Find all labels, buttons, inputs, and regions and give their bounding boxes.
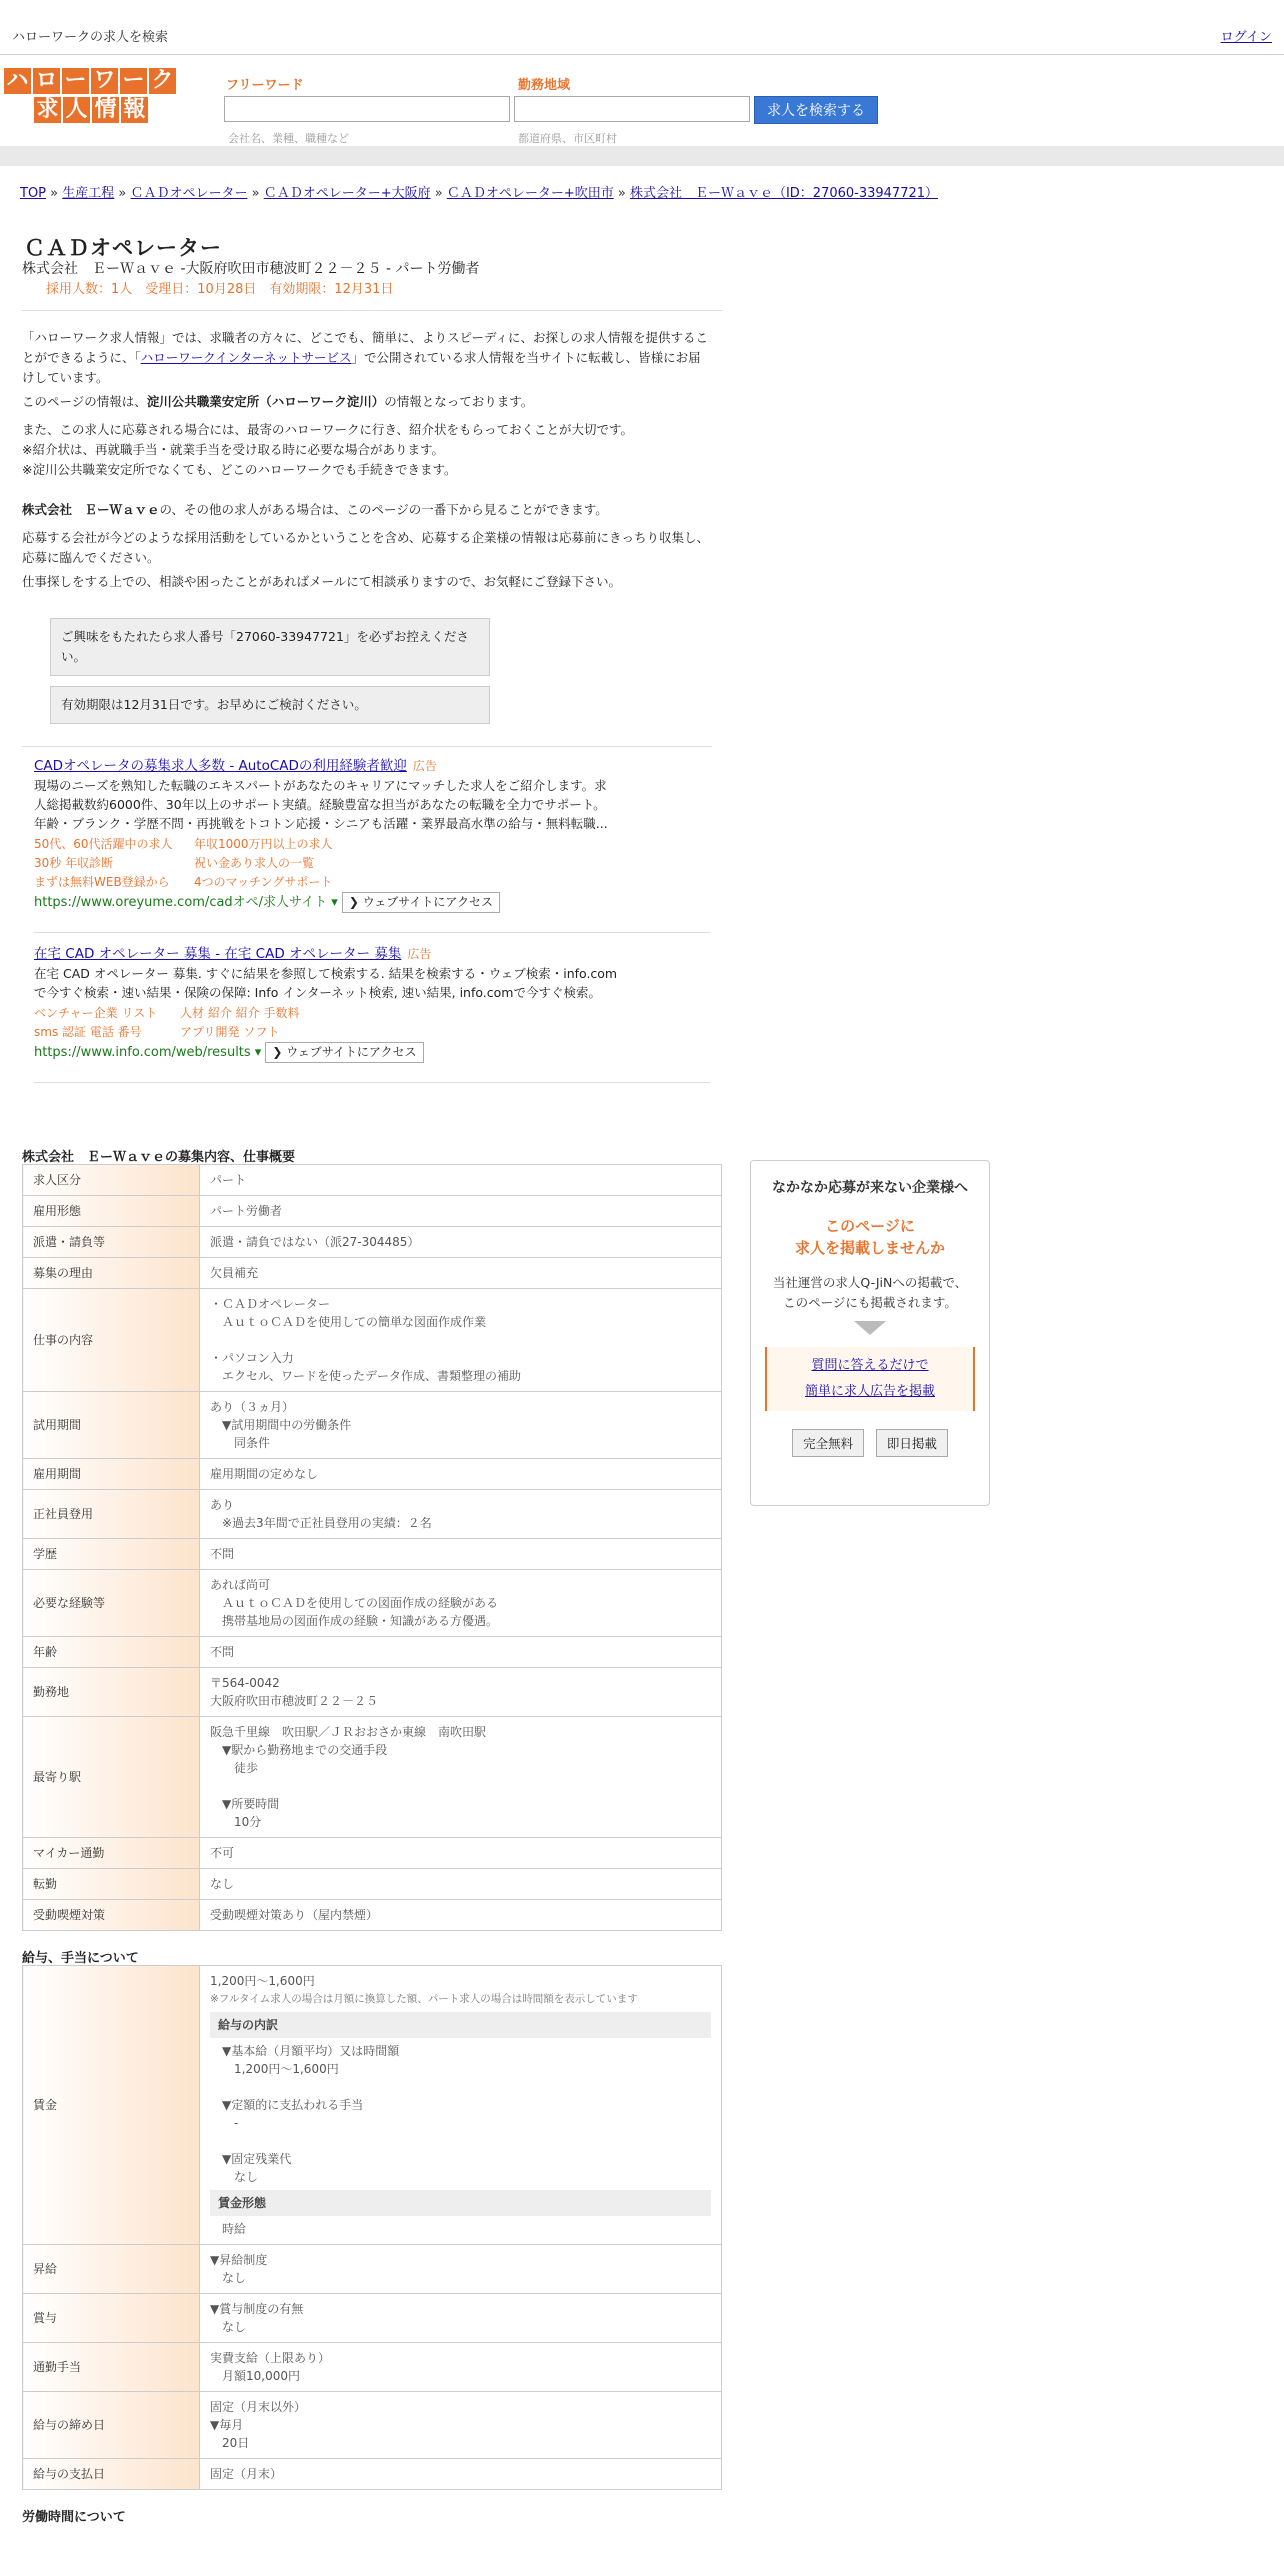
logo-char: 情	[92, 97, 119, 123]
table-row	[23, 1900, 722, 1931]
logo-char: ー	[62, 68, 89, 94]
ad-sitelink[interactable]: アプリ開発 ソフト	[180, 1025, 280, 1039]
area-label: 勤務地域	[518, 78, 571, 93]
area-input[interactable]	[514, 96, 750, 122]
promo-link-post-ad[interactable]: 簡単に求人広告を掲載	[804, 1384, 935, 1399]
row-header: 賞与	[23, 2294, 200, 2343]
promo-link-questions[interactable]: 質問に答えるだけで	[811, 1358, 929, 1373]
divider	[22, 746, 712, 747]
breadcrumb-link[interactable]: 生産工程	[62, 186, 115, 201]
table-row	[23, 1165, 722, 1196]
row-value: 派遣・請負ではない（派27-304485）	[200, 1227, 722, 1258]
row-value: 固定（月末以外） ▼毎月 20日	[200, 2392, 722, 2459]
table-row	[23, 1289, 722, 1392]
breadcrumb-link[interactable]: ＣＡＤオペレーター	[130, 186, 248, 201]
row-header: 昇給	[23, 2245, 200, 2294]
table-row	[23, 1838, 722, 1869]
ad-description: で今すぐ検索・速い結果・保険の保障: Info インターネット検索, 速い結果, info.comで今すぐ検索。	[34, 985, 601, 1000]
logo-char: ハ	[4, 68, 31, 94]
row-value: 固定（月末）	[200, 2459, 722, 2490]
deadline-note: 有効期限は12月31日です。お早めにご検討ください。	[50, 686, 490, 724]
intro-paragraph-1: 「ハローワーク求人情報」では、求職者の方々に、どこでも、簡単に、よりスピーディに、お探しの求人情報を提供することができるように、「ハローワークインターネットサービス」で公開されている求人情報を当サイトに転載し、皆様にお届けしています。	[22, 330, 709, 385]
visit-website-button[interactable]: ❯ ウェブサイトにアクセス	[342, 892, 500, 913]
ad-description: 現場のニーズを熟知した転職のエキスパートがあなたのキャリアにマッチした求人をご紹介します。求	[34, 778, 607, 793]
table-row	[23, 1966, 722, 2245]
search-button[interactable]: 求人を検索する	[754, 96, 878, 124]
ad-badge: 広告	[407, 947, 432, 961]
down-arrow-icon	[854, 1321, 886, 1335]
breadcrumb-separator: »	[114, 186, 131, 201]
logo-char: ク	[149, 68, 176, 94]
breakdown-heading: 給与の内訳	[210, 2012, 711, 2038]
breadcrumb-separator: »	[46, 186, 63, 201]
breadcrumb-link[interactable]: TOP	[20, 186, 47, 201]
site-title: ハローワークの求人を検索	[12, 30, 169, 45]
table-row	[23, 1668, 722, 1717]
job-subtitle: 株式会社 ＥーＷａｖｅ -大阪府吹田市穂波町２２－２５ - パート労働者	[22, 261, 480, 277]
divider	[34, 1082, 710, 1083]
freeword-input[interactable]	[224, 96, 510, 122]
table-row	[23, 2294, 722, 2343]
row-header: 必要な経験等	[23, 1570, 200, 1637]
row-value: あり ※過去3年間で正社員登用の実績：２名	[200, 1490, 722, 1539]
row-header: 試用期間	[23, 1392, 200, 1459]
row-value: 雇用期間の定めなし	[200, 1459, 722, 1490]
hellowork-internet-service-link[interactable]: ハローワークインターネットサービス	[140, 350, 352, 365]
overview-section-title: 株式会社 ＥーＷａｖｅの募集内容、仕事概要	[22, 1150, 296, 1165]
row-header: 最寄り駅	[23, 1717, 200, 1838]
row-value: 欠員補充	[200, 1258, 722, 1289]
table-row	[23, 1570, 722, 1637]
ad-block-2	[34, 944, 654, 1063]
row-value: 〒564-0042 大阪府吹田市穂波町２２－２５	[200, 1668, 722, 1717]
ad-sitelink[interactable]: 年収1000万円以上の求人	[194, 837, 333, 851]
breadcrumb-separator: »	[247, 186, 264, 201]
row-header: 学歴	[23, 1539, 200, 1570]
top-bar	[0, 0, 1284, 55]
logo-char: ワ	[91, 68, 118, 94]
table-row	[23, 1869, 722, 1900]
ad-sitelink[interactable]: 4つのマッチングサポート	[194, 875, 333, 889]
breadcrumb-separator: »	[613, 186, 630, 201]
row-header: 募集の理由	[23, 1258, 200, 1289]
ad-title[interactable]: CADオペレータの募集求人多数 - AutoCADの利用経験者歓迎	[34, 758, 407, 774]
row-header: 受動喫煙対策	[23, 1900, 200, 1931]
freeword-label: フリーワード	[226, 78, 304, 93]
row-header: 通勤手当	[23, 2343, 200, 2392]
divider	[22, 310, 722, 311]
row-value: パート	[200, 1165, 722, 1196]
row-header: 勤務地	[23, 1668, 200, 1717]
intro-paragraph-2: このページの情報は、淀川公共職業安定所（ハローワーク淀川）の情報となっております。	[22, 394, 534, 409]
intro-paragraph-6: 仕事探しをする上での、相談や困ったことがあればメールにて相談承りますので、お気軽にご登録下さい。	[22, 574, 622, 589]
free-button[interactable]: 完全無料	[792, 1429, 864, 1457]
breadcrumb-link[interactable]: ＣＡＤオペレーター+大阪府	[263, 186, 431, 201]
worktime-section-title: 労働時間について	[22, 2510, 126, 2525]
wage-range: 1,200円〜1,600円	[210, 1974, 315, 1988]
area-hint: 都道府県、市区町村	[518, 132, 617, 145]
table-row	[23, 2343, 722, 2392]
table-row	[23, 2459, 722, 2490]
job-number-note: ご興味をもたれたら求人番号「27060-33947721」を必ずお控えください。	[50, 618, 490, 676]
logo-char: 求	[34, 97, 61, 123]
table-row	[23, 1392, 722, 1459]
row-value: ▼昇給制度 なし	[200, 2245, 722, 2294]
table-row	[23, 1227, 722, 1258]
row-value: 不問	[200, 1539, 722, 1570]
row-value: 実費支給（上限あり） 月額10,000円	[200, 2343, 722, 2392]
row-header: 正社員登用	[23, 1490, 200, 1539]
ad-sitelink[interactable]: 50代、60代活躍中の求人	[34, 837, 173, 851]
row-value: パート労働者	[200, 1196, 722, 1227]
ad-badge: 広告	[412, 759, 437, 773]
row-header: 給与の締め日	[23, 2392, 200, 2459]
breakdown-list: ▼基本給（月額平均）又は時間額 1,200円〜1,600円 ▼定額的に支払われる手当 - ▼固定残業代 なし	[210, 2044, 400, 2184]
row-value: ▼賞与制度の有無 なし	[200, 2294, 722, 2343]
table-row	[23, 2392, 722, 2459]
row-value: 受動喫煙対策あり（屋内禁煙）	[200, 1900, 722, 1931]
divider	[34, 932, 710, 933]
ad-sitelink[interactable]: まずは無料WEB登録から	[34, 875, 170, 889]
row-header: 賃金	[23, 1966, 200, 2245]
logo-char: ロ	[33, 68, 60, 94]
job-meta: 採用人数：1人 受理日：10月28日 有効期限：12月31日	[46, 282, 394, 297]
promo-links	[765, 1347, 975, 1411]
table-row	[23, 1490, 722, 1539]
employer-promo-box	[750, 1160, 990, 1506]
breadcrumb-separator: »	[430, 186, 447, 201]
row-value: 不問	[200, 1637, 722, 1668]
row-header: マイカー通勤	[23, 1838, 200, 1869]
row-header: 雇用形態	[23, 1196, 200, 1227]
row-value: あり（３ヵ月） ▼試用期間中の労働条件 同条件	[200, 1392, 722, 1459]
logo-char: 報	[121, 97, 148, 123]
table-row	[23, 1637, 722, 1668]
wage-note: ※フルタイム求人の場合は月額に換算した額、パート求人の場合は時間額を表示しています	[210, 1993, 638, 2005]
ad-sitelink[interactable]: 人材 紹介 紹介 手数料	[180, 1006, 300, 1020]
row-header: 雇用期間	[23, 1459, 200, 1490]
ad-url[interactable]: https://www.oreyume.com/cadオペ/求人サイト ▾	[34, 895, 338, 910]
row-value: なし	[200, 1869, 722, 1900]
table-row	[23, 1539, 722, 1570]
table-row	[23, 1717, 722, 1838]
promo-description: 当社運営の求人Q-JiNへの掲載で、 このページにも掲載されます。	[772, 1275, 968, 1310]
ad-sitelink[interactable]: 30秒 年収診断	[34, 856, 114, 870]
row-header: 給与の支払日	[23, 2459, 200, 2490]
row-header: 仕事の内容	[23, 1289, 200, 1392]
ad-description: 年齢・ブランク・学歴不問・再挑戦をトコトン応援・シニアも活躍・業界最高水準の給与・無料転職...	[34, 816, 608, 831]
salary-section-title: 給与、手当について	[22, 1951, 139, 1966]
ad-sitelink[interactable]: ベンチャー企業 リスト	[34, 1006, 158, 1020]
row-value: 阪急千里線 吹田駅／ＪＲおおさか東線 南吹田駅 ▼駅から勤務地までの交通手段 徒歩 ▼所要時間 10分	[200, 1717, 722, 1838]
promo-catch: このページに 求人を掲載しませんか	[794, 1217, 945, 1257]
intro-paragraph-5: 応募する会社が今どのような採用活動をしているかということを含め、応募する企業様の情報は応募前にきっちり収集し、応募に臨んでください。	[22, 530, 710, 565]
ad-url[interactable]: https://www.info.com/web/results ▾	[34, 1045, 262, 1060]
table-row	[23, 1459, 722, 1490]
table-row	[23, 2245, 722, 2294]
ad-title[interactable]: 在宅 CAD オペレーター 募集 - 在宅 CAD オペレーター 募集	[34, 946, 402, 962]
wage-cell	[200, 1966, 722, 2245]
same-day-button[interactable]: 即日掲載	[876, 1429, 948, 1457]
freeword-hint: 会社名、業種、職種など	[228, 132, 349, 145]
visit-website-button[interactable]: ❯ ウェブサイトにアクセス	[265, 1042, 423, 1063]
breadcrumb-link[interactable]: ＣＡＤオペレーター+吹田市	[446, 186, 614, 201]
intro-paragraph-4: 株式会社 ＥーＷａｖｅの、その他の求人がある場合は、このページの一番下から見ることができます。	[22, 502, 608, 517]
ad-sitelink[interactable]: sms 認証 電話 番号	[34, 1025, 142, 1039]
logo-char: 人	[63, 97, 90, 123]
wage-type-heading: 賃金形態	[210, 2190, 711, 2216]
breadcrumb-link[interactable]: 株式会社 ＥーＷａｖｅ（ID：27060-33947721）	[629, 186, 939, 201]
logo-char: ー	[120, 68, 147, 94]
table-row	[23, 1258, 722, 1289]
row-value: あれば尚可 ＡｕｔｏＣＡＤを使用しての図面作成の経験がある 携帯基地局の図面作成の経験・知識がある方優遇。	[200, 1570, 722, 1637]
ad-description: 人総掲載数約6000件、30年以上のサポート実績。経験豊富な担当があなたの転職を全力でサポート。	[34, 797, 606, 812]
row-header: 年齢	[23, 1637, 200, 1668]
row-header: 求人区分	[23, 1165, 200, 1196]
ad-description: 在宅 CAD オペレーター 募集. すぐに結果を参照して検索する. 結果を検索する・ウェブ検索・info.com	[34, 966, 618, 981]
row-header: 転勤	[23, 1869, 200, 1900]
table-row	[23, 1196, 722, 1227]
salary-table	[22, 1965, 722, 2490]
login-link[interactable]: ログイン	[1220, 30, 1272, 45]
row-value: ・ＣＡＤオペレーター ＡｕｔｏＣＡＤを使用しての簡単な図面作成作業 ・パソコン入力 エクセル、ワードを使ったデータ作成、書類整理の補助	[200, 1289, 722, 1392]
breadcrumb	[20, 182, 938, 201]
intro-paragraph-3: また、この求人に応募される場合には、最寄のハローワークに行き、紹介状をもらっておくことが大切です。 ※紹介状は、再就職手当・就業手当を受け取る時に必要な場合があります。 ※淀川公共職業安定所でなくても、どこのハローワークでも手続きできます。	[22, 422, 634, 477]
ad-block-1	[34, 756, 654, 913]
overview-table	[22, 1164, 722, 1931]
hellowork-logo[interactable]	[4, 68, 180, 124]
wage-type-value: 時給	[222, 2222, 247, 2236]
job-title: ＣＡＤオペレーター	[24, 236, 222, 260]
divider-band	[0, 146, 1284, 166]
ad-sitelink[interactable]: 祝い金あり求人の一覧	[194, 856, 315, 870]
row-header: 派遣・請負等	[23, 1227, 200, 1258]
promo-title: なかなか応募が来ない企業様へ	[772, 1180, 968, 1196]
row-value: 不可	[200, 1838, 722, 1869]
